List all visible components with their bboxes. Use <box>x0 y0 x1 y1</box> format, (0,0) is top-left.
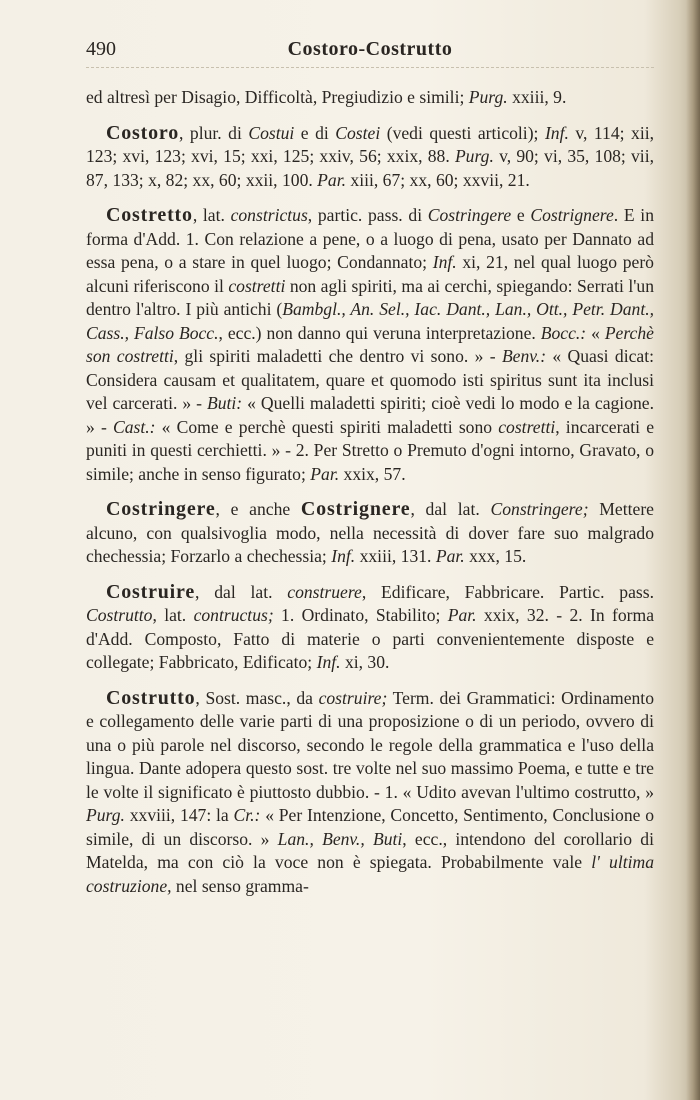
body-text: , Sost. masc., da <box>195 687 319 708</box>
body-text: xxx, 15. <box>464 546 527 566</box>
headword: Costoro <box>106 121 180 144</box>
italic-text: Costrignere <box>530 205 614 225</box>
body-text: « Quasi dicat: Considera causam et qualitatem, quare et quomodo isti spiritus sunt ita inclusi vel carcerati. » - <box>86 346 654 413</box>
body-text: , Edificare, Fabbricare. Partic. pass. <box>361 581 654 602</box>
italic-text: Par. <box>317 169 347 190</box>
body-text: e di <box>294 122 336 143</box>
body-text: , gli spiriti maladetti che dentro vi sono. » - <box>173 346 502 366</box>
body-text: , lat. <box>152 605 194 625</box>
headword: Costringere <box>106 498 216 520</box>
italic-text: Costrutto <box>86 605 153 625</box>
body-text: xxiii, 9. <box>507 87 567 107</box>
body-text: , dal lat. <box>410 499 491 519</box>
body-text: , e anche <box>215 499 301 519</box>
italic-text: Buti: <box>206 393 243 413</box>
page-number: 490 <box>86 38 116 60</box>
italic-text: Benv.: <box>501 346 547 366</box>
headword: Costruire <box>106 580 196 603</box>
italic-text: Cast.: <box>112 416 156 437</box>
body-text: , ecc.) non danno qui veruna interpretazione. <box>218 322 541 343</box>
body-text: xi, 21, nel qual luogo però alcuni riferiscono il <box>86 252 654 296</box>
body-text: xi, 30. <box>340 652 390 672</box>
body-text: . E in forma d'Add. 1. Con relazione a pene, o a luogo di pena, usato per Dannato ad essa pena, o a stare in quel luogo; Condannato; <box>86 205 654 272</box>
page-header <box>86 38 654 64</box>
italic-text: contructus; <box>193 605 274 625</box>
body-text: v, 90; vi, 35, 108; vii, 87, 133; x, 82; xx, 60; xxii, 100. <box>86 146 654 190</box>
italic-text: Lan., Benv., Buti <box>277 828 403 849</box>
italic-text: costretti <box>228 275 286 296</box>
headword: Costretto <box>106 204 193 226</box>
italic-text: Inf. <box>544 122 569 143</box>
body-text: (vedi questi articoli); <box>380 122 545 143</box>
body-text: 1. Ordinato, Stabilito; <box>273 605 448 625</box>
italic-text: Inf. <box>331 546 356 566</box>
body-text: v, 114; xii, 123; xvi, 123; xvi, 15; xxi, 125; xxiv, 56; xxix, 88. <box>86 122 655 166</box>
italic-text: construere <box>287 581 362 602</box>
body-text: xiii, 67; xx, 60; xxvii, 21. <box>346 169 530 190</box>
italic-text: constrictus <box>230 205 308 225</box>
entry-continuation <box>86 86 654 110</box>
italic-text: Par. <box>447 605 477 625</box>
entry-costrutto <box>86 687 654 899</box>
body-text: « Per Intenzione, Concetto, Sentimento, Conclusione o simile, di un discorso. » <box>86 805 655 849</box>
body-text: , lat. <box>192 205 231 225</box>
body-text: xxix, 57. <box>339 463 406 484</box>
italic-text: Bambgl., An. Sel., Iac. Dant., Lan., Ott., Petr. Dant., Cass., Falso Bocc. <box>86 299 654 343</box>
body-text: , plur. di <box>179 122 249 143</box>
italic-text: Purg. <box>86 805 125 825</box>
italic-text: Constringere; <box>490 499 589 519</box>
body-text: xxix, 32. - 2. In forma d'Add. Composto, Fatto di materie o parti convenientemente disposte e collegate; Fabbricato, Edificato; <box>86 605 654 672</box>
body-text: , dal lat. <box>195 581 288 602</box>
running-head: Costoro-Costrutto <box>287 38 453 60</box>
italic-text: Purg. <box>468 87 508 107</box>
italic-text: Par. <box>435 546 465 566</box>
body-text: Term. dei Grammatici: Ordinamento e collegamento delle varie parti di una proposizione o di un periodo, ovvero di una o più parole nel discorso, secondo le regole della grammatica e l'uso della lingua. Dante adopera questo sost. tre volte nel suo massimo Poema, e tutte e tre le volte il significato è piuttosto dubbio. - 1. « Udito avevan l'ultimo costrutto, » <box>86 687 654 802</box>
italic-text: Bocc.: <box>540 322 587 343</box>
body-text: xxviii, 147: la <box>124 805 234 825</box>
entry-costoro <box>86 122 654 193</box>
body-text: ed altresì per Disagio, Difficoltà, Pregiudizio e simili; <box>86 87 469 107</box>
italic-text: costretti <box>498 416 556 437</box>
body-text: , ecc., intendono del corollario di Matelda, ma con ciò la voce non è spiegata. Probabilmente vale <box>86 828 654 872</box>
italic-text: l' ultima costruzione, <box>86 852 654 896</box>
body-text: nel senso gramma- <box>171 875 309 896</box>
italic-text: Par. <box>310 463 340 484</box>
entry-costringere <box>86 498 654 569</box>
header-rule <box>86 67 654 68</box>
headword: Costrignere <box>300 498 411 520</box>
body-text: e <box>511 205 531 225</box>
page-edge-shadow <box>686 0 700 1100</box>
dictionary-text <box>86 86 654 910</box>
body-text: non agli spiriti, ma ai cerchi, spiegando: Serrati l'un dentro l'altro. I più antichi ( <box>86 275 654 319</box>
body-text: , partic. pass. di <box>307 205 428 225</box>
italic-text: Inf. <box>432 252 457 272</box>
italic-text: Cr.: <box>233 805 261 825</box>
body-text: « <box>586 322 605 343</box>
body-text: « Quelli maladetti spiriti; cioè vedi lo modo e la cagione. » - <box>86 393 654 437</box>
body-text: Mettere alcuno, con qualsivoglia modo, nella necessità di dover fare suo malgrado chechessia; Forzarlo a chechessia; <box>86 499 654 566</box>
body-text: , incarcerati e puniti in questi cerchietti. » - 2. Per Stretto o Premuto d'ogni intorno, Gravato, o simile; anche in senso figurato; <box>86 416 654 484</box>
italic-text: Purg. <box>454 146 494 166</box>
italic-text: Costui <box>248 122 295 143</box>
entry-costretto <box>86 204 654 486</box>
body-text: « Come e perchè questi spiriti maladetti sono <box>155 416 499 437</box>
italic-text: Perchè son costretti <box>86 322 654 366</box>
italic-text: Inf. <box>316 652 341 672</box>
entry-costruire <box>86 581 654 675</box>
headword: Costrutto <box>106 686 196 709</box>
italic-text: Costringere <box>427 205 512 225</box>
italic-text: costruire; <box>318 687 388 708</box>
body-text: xxiii, 131. <box>355 546 436 566</box>
italic-text: Costei <box>335 122 381 143</box>
